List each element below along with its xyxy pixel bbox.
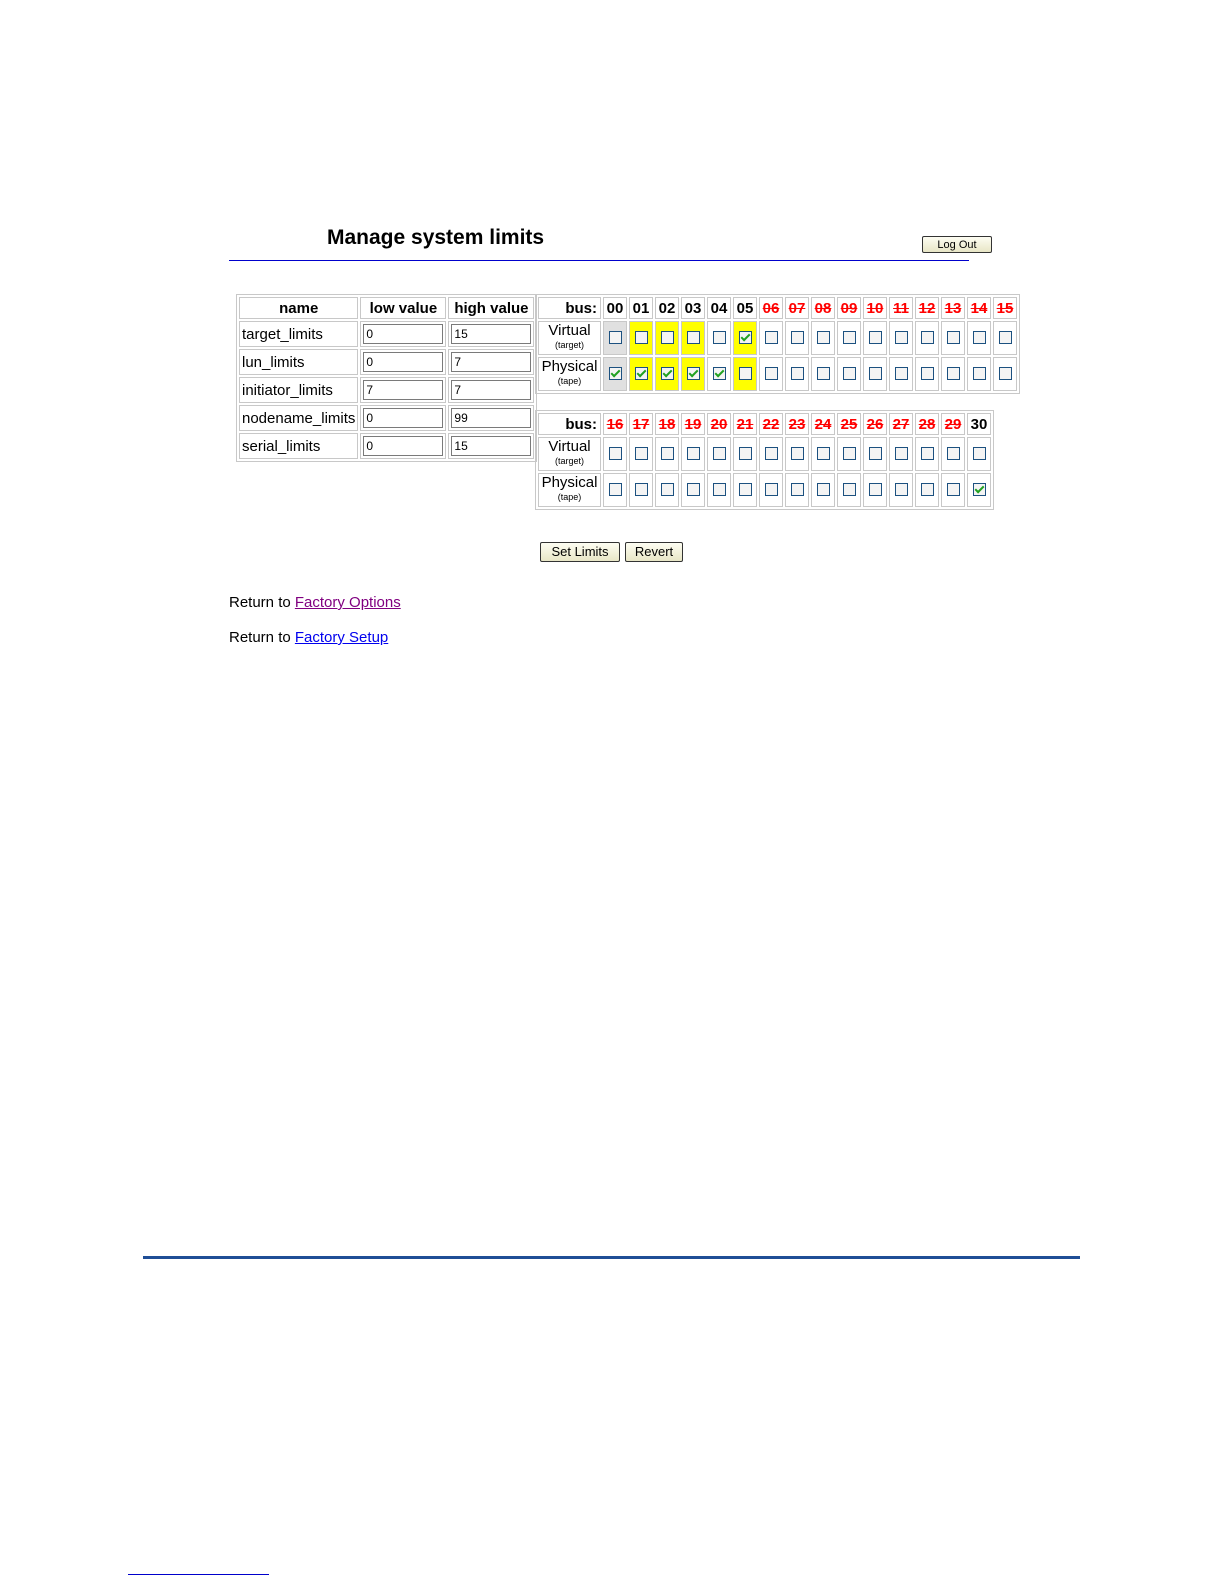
physical-checkbox-27[interactable] <box>895 483 908 496</box>
virtual-cell-25 <box>837 437 861 471</box>
physical-cell-20 <box>707 473 731 507</box>
virtual-checkbox-00[interactable] <box>609 331 622 344</box>
factory-setup-link[interactable]: Factory Setup <box>294 629 389 646</box>
bus-number-16: 16 <box>603 413 627 435</box>
physical-cell-22 <box>759 473 783 507</box>
low-value-input[interactable] <box>363 436 443 456</box>
virtual-checkbox-10[interactable] <box>869 331 882 344</box>
header-name: name <box>239 297 358 319</box>
virtual-cell-24 <box>811 437 835 471</box>
limits-row-nodename-limits <box>239 405 534 431</box>
limit-name: nodename_limits <box>239 405 358 431</box>
bus-number-13: 13 <box>941 297 965 319</box>
bus-number-30: 30 <box>967 413 991 435</box>
virtual-checkbox-15[interactable] <box>999 331 1012 344</box>
virtual-checkbox-18[interactable] <box>661 447 674 460</box>
physical-checkbox-05[interactable] <box>739 367 752 380</box>
physical-cell-23 <box>785 473 809 507</box>
virtual-cell-30 <box>967 437 991 471</box>
physical-cell-16 <box>603 473 627 507</box>
header-high-value: high value <box>448 297 534 319</box>
virtual-cell-02 <box>655 321 679 355</box>
high-value-cell <box>448 321 534 347</box>
bus-number-26: 26 <box>863 413 887 435</box>
virtual-cell-29 <box>941 437 965 471</box>
virtual-cell-21 <box>733 437 757 471</box>
virtual-cell-10 <box>863 321 887 355</box>
high-value-cell <box>448 377 534 403</box>
virtual-cell-13 <box>941 321 965 355</box>
bus-number-14: 14 <box>967 297 991 319</box>
physical-checkbox-10[interactable] <box>869 367 882 380</box>
physical-checkbox-02[interactable] <box>661 367 674 380</box>
physical-cell-03 <box>681 357 705 391</box>
low-value-cell <box>360 349 446 375</box>
physical-checkbox-25[interactable] <box>843 483 856 496</box>
physical-checkbox-14[interactable] <box>973 367 986 380</box>
physical-cell-08 <box>811 357 835 391</box>
bus-number-25: 25 <box>837 413 861 435</box>
virtual-cell-12 <box>915 321 939 355</box>
low-value-input[interactable] <box>363 352 443 372</box>
virtual-row <box>538 321 1017 355</box>
physical-row <box>538 357 1017 391</box>
bus-number-02: 02 <box>655 297 679 319</box>
physical-checkbox-16[interactable] <box>609 483 622 496</box>
virtual-cell-09 <box>837 321 861 355</box>
high-value-input[interactable] <box>451 408 531 428</box>
virtual-cell-26 <box>863 437 887 471</box>
bus-number-09: 09 <box>837 297 861 319</box>
physical-checkbox-28[interactable] <box>921 483 934 496</box>
virtual-checkbox-13[interactable] <box>947 331 960 344</box>
physical-sublabel: (tape) <box>557 492 582 502</box>
low-value-cell <box>360 433 446 459</box>
bus-number-19: 19 <box>681 413 705 435</box>
virtual-cell-18 <box>655 437 679 471</box>
high-value-cell <box>448 349 534 375</box>
bus-number-04: 04 <box>707 297 731 319</box>
bus-number-17: 17 <box>629 413 653 435</box>
physical-checkbox-17[interactable] <box>635 483 648 496</box>
virtual-checkbox-12[interactable] <box>921 331 934 344</box>
high-value-input[interactable] <box>451 352 531 372</box>
factory-options-link[interactable]: Factory Options <box>294 594 401 611</box>
bus-number-24: 24 <box>811 413 835 435</box>
logout-button[interactable]: Log Out <box>922 236 992 253</box>
virtual-checkbox-02[interactable] <box>661 331 674 344</box>
virtual-cell-20 <box>707 437 731 471</box>
virtual-checkbox-07[interactable] <box>791 331 804 344</box>
virtual-cell-03 <box>681 321 705 355</box>
virtual-row-label <box>538 437 601 471</box>
virtual-label: Virtual <box>548 322 591 339</box>
virtual-row <box>538 437 991 471</box>
physical-checkbox-09[interactable] <box>843 367 856 380</box>
virtual-checkbox-11[interactable] <box>895 331 908 344</box>
physical-cell-18 <box>655 473 679 507</box>
bus-number-12: 12 <box>915 297 939 319</box>
physical-checkbox-19[interactable] <box>687 483 700 496</box>
high-value-input[interactable] <box>451 324 531 344</box>
limit-name: target_limits <box>239 321 358 347</box>
physical-cell-05 <box>733 357 757 391</box>
return-factory-setup <box>229 629 388 646</box>
physical-cell-12 <box>915 357 939 391</box>
physical-cell-00 <box>603 357 627 391</box>
bus-number-20: 20 <box>707 413 731 435</box>
physical-checkbox-22[interactable] <box>765 483 778 496</box>
physical-checkbox-04[interactable] <box>713 367 726 380</box>
physical-cell-15 <box>993 357 1017 391</box>
return-factory-options <box>229 594 401 611</box>
physical-cell-07 <box>785 357 809 391</box>
header-low-value: low value <box>360 297 446 319</box>
bus-header-row <box>538 413 991 435</box>
virtual-sublabel: (target) <box>554 456 584 466</box>
virtual-cell-08 <box>811 321 835 355</box>
bus-number-05: 05 <box>733 297 757 319</box>
virtual-checkbox-28[interactable] <box>921 447 934 460</box>
physical-checkbox-30[interactable] <box>973 483 986 496</box>
virtual-cell-14 <box>967 321 991 355</box>
physical-cell-30 <box>967 473 991 507</box>
virtual-sublabel: (target) <box>554 340 584 350</box>
virtual-cell-16 <box>603 437 627 471</box>
bus-number-23: 23 <box>785 413 809 435</box>
low-value-cell <box>360 405 446 431</box>
physical-row-label <box>538 473 601 507</box>
limits-table <box>236 294 537 462</box>
physical-checkbox-12[interactable] <box>921 367 934 380</box>
bus-label: bus: <box>538 413 601 435</box>
virtual-label: Virtual <box>548 438 591 455</box>
bus-number-07: 07 <box>785 297 809 319</box>
physical-checkbox-26[interactable] <box>869 483 882 496</box>
low-value-input[interactable] <box>363 408 443 428</box>
virtual-cell-23 <box>785 437 809 471</box>
virtual-cell-28 <box>915 437 939 471</box>
physical-cell-09 <box>837 357 861 391</box>
virtual-checkbox-24[interactable] <box>817 447 830 460</box>
limit-name: lun_limits <box>239 349 358 375</box>
physical-cell-14 <box>967 357 991 391</box>
virtual-cell-04 <box>707 321 731 355</box>
virtual-checkbox-04[interactable] <box>713 331 726 344</box>
virtual-checkbox-09[interactable] <box>843 331 856 344</box>
low-value-input[interactable] <box>363 324 443 344</box>
limits-row-initiator-limits <box>239 377 534 403</box>
physical-checkbox-18[interactable] <box>661 483 674 496</box>
virtual-checkbox-23[interactable] <box>791 447 804 460</box>
bus-number-01: 01 <box>629 297 653 319</box>
return-prefix: Return to <box>229 594 291 611</box>
virtual-row-label <box>538 321 601 355</box>
bus-number-08: 08 <box>811 297 835 319</box>
high-value-input[interactable] <box>451 436 531 456</box>
footnote-rule <box>128 1574 269 1575</box>
revert-button[interactable]: Revert <box>625 542 683 562</box>
limit-name: serial_limits <box>239 433 358 459</box>
physical-cell-29 <box>941 473 965 507</box>
footer-divider <box>143 1256 1080 1259</box>
virtual-checkbox-19[interactable] <box>687 447 700 460</box>
physical-cell-11 <box>889 357 913 391</box>
physical-sublabel: (tape) <box>557 376 582 386</box>
virtual-checkbox-29[interactable] <box>947 447 960 460</box>
physical-checkbox-23[interactable] <box>791 483 804 496</box>
physical-cell-13 <box>941 357 965 391</box>
virtual-checkbox-26[interactable] <box>869 447 882 460</box>
virtual-checkbox-21[interactable] <box>739 447 752 460</box>
bus-number-21: 21 <box>733 413 757 435</box>
physical-cell-26 <box>863 473 887 507</box>
high-value-cell <box>448 433 534 459</box>
bus-table-00-15 <box>535 294 1020 394</box>
physical-cell-21 <box>733 473 757 507</box>
bus-label: bus: <box>538 297 601 319</box>
physical-cell-01 <box>629 357 653 391</box>
virtual-cell-07 <box>785 321 809 355</box>
physical-cell-24 <box>811 473 835 507</box>
virtual-cell-11 <box>889 321 913 355</box>
virtual-checkbox-22[interactable] <box>765 447 778 460</box>
virtual-checkbox-20[interactable] <box>713 447 726 460</box>
virtual-cell-27 <box>889 437 913 471</box>
virtual-checkbox-14[interactable] <box>973 331 986 344</box>
physical-checkbox-29[interactable] <box>947 483 960 496</box>
virtual-checkbox-08[interactable] <box>817 331 830 344</box>
virtual-cell-17 <box>629 437 653 471</box>
bus-number-11: 11 <box>889 297 913 319</box>
virtual-checkbox-25[interactable] <box>843 447 856 460</box>
virtual-checkbox-03[interactable] <box>687 331 700 344</box>
high-value-input[interactable] <box>451 380 531 400</box>
physical-checkbox-07[interactable] <box>791 367 804 380</box>
title-divider <box>229 260 969 261</box>
physical-checkbox-08[interactable] <box>817 367 830 380</box>
physical-label: Physical <box>541 474 598 491</box>
physical-cell-27 <box>889 473 913 507</box>
virtual-cell-05 <box>733 321 757 355</box>
virtual-checkbox-30[interactable] <box>973 447 986 460</box>
virtual-cell-19 <box>681 437 705 471</box>
physical-cell-19 <box>681 473 705 507</box>
page-title: Manage system limits <box>327 226 545 249</box>
physical-cell-04 <box>707 357 731 391</box>
physical-checkbox-00[interactable] <box>609 367 622 380</box>
physical-checkbox-03[interactable] <box>687 367 700 380</box>
physical-checkbox-24[interactable] <box>817 483 830 496</box>
low-value-input[interactable] <box>363 380 443 400</box>
bus-number-28: 28 <box>915 413 939 435</box>
bus-number-18: 18 <box>655 413 679 435</box>
bus-number-22: 22 <box>759 413 783 435</box>
physical-cell-25 <box>837 473 861 507</box>
bus-table-16-30 <box>535 410 994 510</box>
bus-number-10: 10 <box>863 297 887 319</box>
limits-row-serial-limits <box>239 433 534 459</box>
virtual-cell-06 <box>759 321 783 355</box>
set-limits-button[interactable]: Set Limits <box>540 542 620 562</box>
physical-checkbox-21[interactable] <box>739 483 752 496</box>
virtual-cell-22 <box>759 437 783 471</box>
bus-number-27: 27 <box>889 413 913 435</box>
physical-checkbox-06[interactable] <box>765 367 778 380</box>
physical-row <box>538 473 991 507</box>
bus-number-29: 29 <box>941 413 965 435</box>
physical-cell-28 <box>915 473 939 507</box>
physical-checkbox-13[interactable] <box>947 367 960 380</box>
return-prefix: Return to <box>229 629 291 646</box>
physical-cell-17 <box>629 473 653 507</box>
high-value-cell <box>448 405 534 431</box>
low-value-cell <box>360 321 446 347</box>
bus-number-15: 15 <box>993 297 1017 319</box>
limits-row-lun-limits <box>239 349 534 375</box>
virtual-checkbox-06[interactable] <box>765 331 778 344</box>
virtual-checkbox-27[interactable] <box>895 447 908 460</box>
bus-header-row <box>538 297 1017 319</box>
virtual-checkbox-17[interactable] <box>635 447 648 460</box>
physical-label: Physical <box>541 358 598 375</box>
physical-checkbox-01[interactable] <box>635 367 648 380</box>
virtual-cell-01 <box>629 321 653 355</box>
limit-name: initiator_limits <box>239 377 358 403</box>
limits-row-target-limits <box>239 321 534 347</box>
physical-checkbox-15[interactable] <box>999 367 1012 380</box>
virtual-checkbox-16[interactable] <box>609 447 622 460</box>
bus-number-00: 00 <box>603 297 627 319</box>
bus-number-03: 03 <box>681 297 705 319</box>
low-value-cell <box>360 377 446 403</box>
virtual-checkbox-01[interactable] <box>635 331 648 344</box>
virtual-checkbox-05[interactable] <box>739 331 752 344</box>
physical-row-label <box>538 357 601 391</box>
physical-checkbox-20[interactable] <box>713 483 726 496</box>
physical-checkbox-11[interactable] <box>895 367 908 380</box>
physical-cell-06 <box>759 357 783 391</box>
virtual-cell-15 <box>993 321 1017 355</box>
bus-number-06: 06 <box>759 297 783 319</box>
limits-header-row <box>239 297 534 319</box>
virtual-cell-00 <box>603 321 627 355</box>
physical-cell-10 <box>863 357 887 391</box>
physical-cell-02 <box>655 357 679 391</box>
